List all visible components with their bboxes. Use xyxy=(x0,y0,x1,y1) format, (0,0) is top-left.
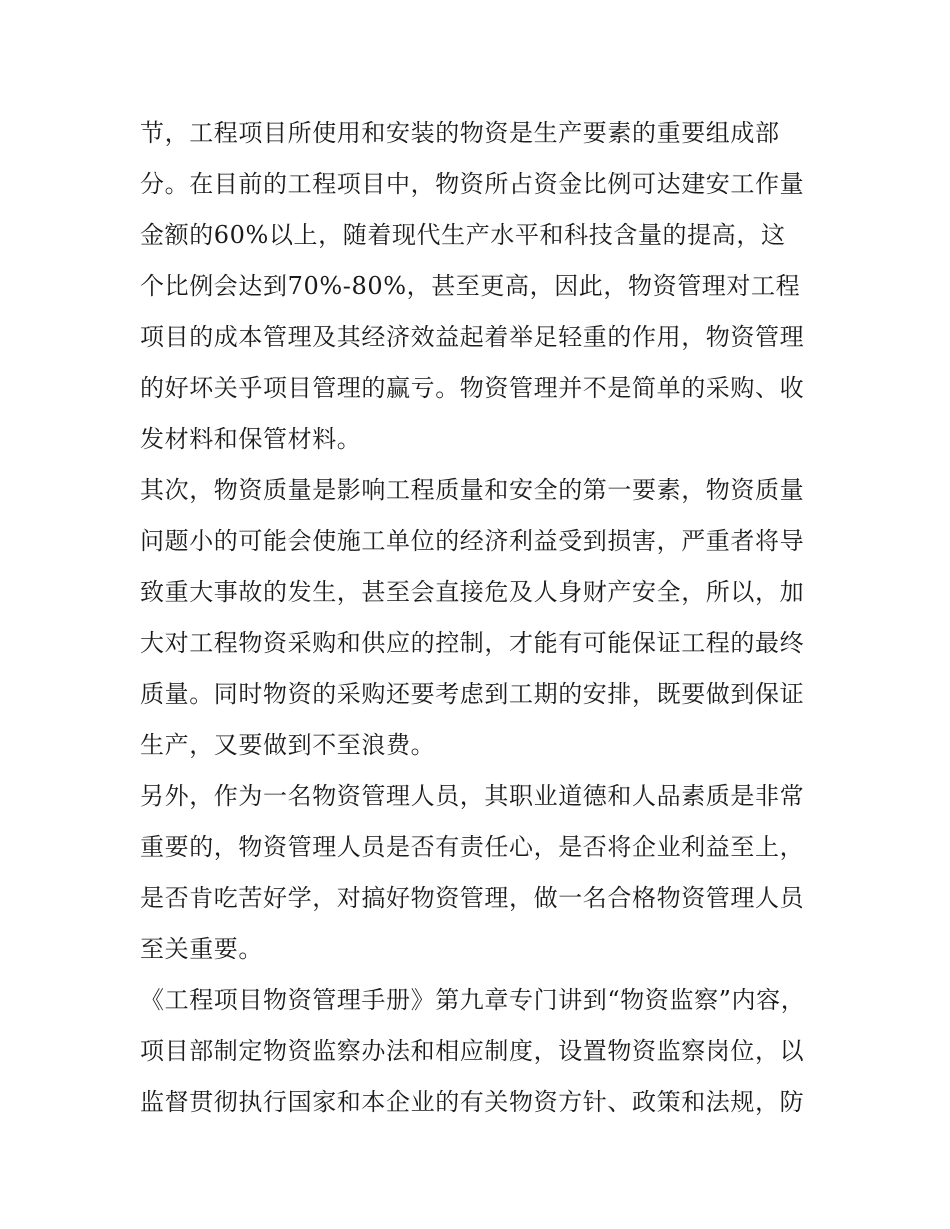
text-line: 至关重要。 xyxy=(140,935,263,963)
text-line: 监督贯彻执行国家和本企业的有关物资方针、政策和法规，防 xyxy=(140,1088,805,1116)
text-line: 其次，物资质量是影响工程质量和安全的第一要素，物资质量 xyxy=(140,476,805,504)
text-line: 金额的60%以上，随着现代生产水平和科技含量的提高，这 xyxy=(140,221,786,249)
text-line: 另外，作为一名物资管理人员，其职业道德和人品素质是非常 xyxy=(140,782,805,810)
text-line: 个比例会达到70%-80%，甚至更高，因此，物资管理对工程 xyxy=(140,272,801,300)
text-line: 重要的，物资管理人员是否有责任心，是否将企业利益至上， xyxy=(140,833,805,861)
text-line: 质量。同时物资的采购还要考虑到工期的安排，既要做到保证 xyxy=(140,680,805,708)
text-line: 的好坏关乎项目管理的赢亏。物资管理并不是简单的采购、收 xyxy=(140,374,805,402)
text-line: 大对工程物资采购和供应的控制，才能有可能保证工程的最终 xyxy=(140,629,805,657)
text-line: 项目的成本管理及其经济效益起着举足轻重的作用，物资管理 xyxy=(140,323,805,351)
text-line: 致重大事故的发生，甚至会直接危及人身财产安全，所以，加 xyxy=(140,578,805,606)
text-line: 问题小的可能会使施工单位的经济利益受到损害，严重者将导 xyxy=(140,527,805,555)
body-text xyxy=(140,108,820,1128)
text-line: 《工程项目物资管理手册》第九章专门讲到“物资监察”内容， xyxy=(140,986,806,1014)
text-line: 分。在目前的工程项目中，物资所占资金比例可达建安工作量 xyxy=(140,170,805,198)
text-line: 是否肯吃苦好学，对搞好物资管理，做一名合格物资管理人员 xyxy=(140,884,805,912)
text-line: 生产，又要做到不至浪费。 xyxy=(140,731,436,759)
text-line: 节，工程项目所使用和安装的物资是生产要素的重要组成部 xyxy=(140,119,780,147)
text-line: 项目部制定物资监察办法和相应制度，设置物资监察岗位，以 xyxy=(140,1037,805,1065)
text-line: 发材料和保管材料。 xyxy=(140,425,362,453)
